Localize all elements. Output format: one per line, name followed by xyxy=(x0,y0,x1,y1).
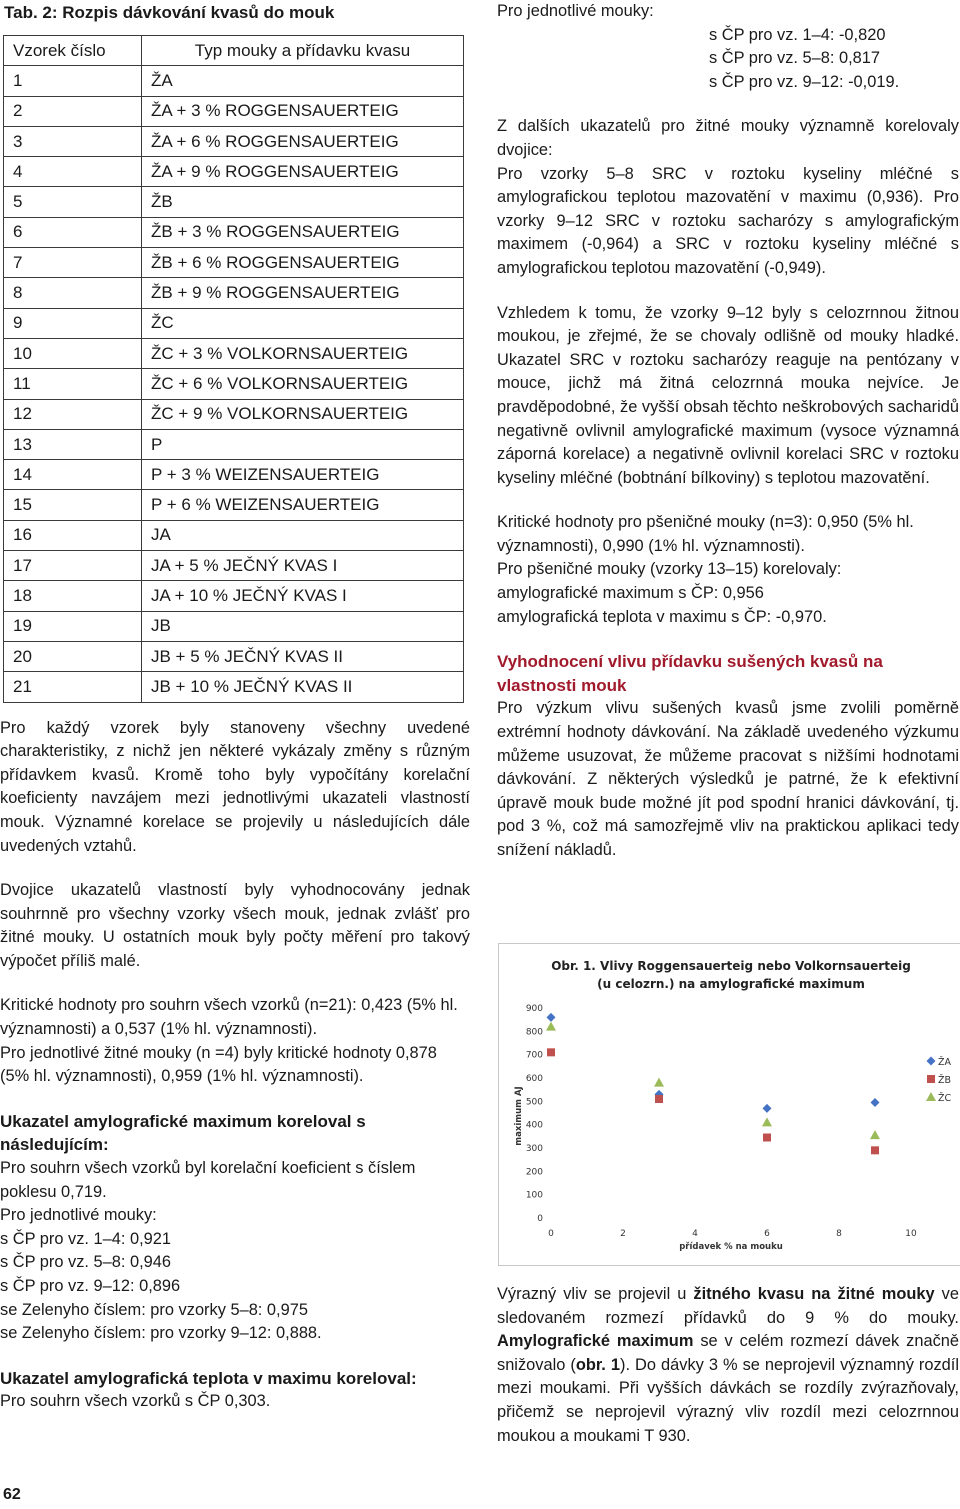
legend-marker xyxy=(926,1092,936,1101)
cell-flour-type: JA xyxy=(142,520,464,550)
right-paragraph-9 xyxy=(497,1283,959,1448)
p9-part-e: se v celém rozmezí dávek značně snižovalo ( xyxy=(497,1332,960,1374)
right-paragraph-3: Vzhledem k tomu, že vzorky 9–12 byly s celozrnnou žitnou moukou, je zřejmé, že se chovaly odlišně od mouky hladké. Ukazatel SRC v roztoku sacharózy reaguje na pentózany v mouce, jichž má žitná celozrnná mouka nejvíce. Je pravděpodobné, že vyšší obsah těchto neškrobových sacharidů negativně ovlivnil amylografické maximum (vysoce významná záporná korelace) a negativně ovlivnil korelaci SRC v roztoku kyseliny mléčné (bobtnání bílkoviny) s teplotou mazovatění. xyxy=(497,303,959,487)
y-axis-label: maximum AJ xyxy=(514,1086,524,1146)
table-row xyxy=(4,369,464,399)
right-paragraph-4: Kritické hodnoty pro pšeničné mouky (n=3): 0,950 (5% hl. významnosti), 0,990 (1% hl. významnosti). xyxy=(497,513,914,555)
x-tick-label: 4 xyxy=(692,1229,698,1239)
cell-sample-number: 2 xyxy=(4,96,142,126)
data-point-žc xyxy=(870,1130,880,1139)
chart-svg xyxy=(499,944,960,1265)
right-final-block xyxy=(497,1283,959,1448)
left-paragraph-1: Pro každý vzorek byly stanoveny všechny uvedené charakteristiky, z nichž jen některé vykázaly změny s různým přídavkem kvasů. Kromě toho byly vypočítány korelační koeficienty navzájem mezi jednotlivými ukazateli vlastností mouk. Významné korelace se projevily u následujících dále uvedených vztahů. xyxy=(0,718,470,855)
data-point-žb xyxy=(763,1134,771,1142)
table-row xyxy=(4,66,464,96)
data-point-ža xyxy=(871,1098,880,1107)
chart-title: Obr. 1. Vlivy Roggensauerteig nebo Volkornsauerteig xyxy=(551,959,911,973)
chart-plot-area xyxy=(526,1004,952,1239)
x-tick-label: 10 xyxy=(905,1229,917,1239)
table-row xyxy=(4,551,464,581)
heading-amylograph-temp: Ukazatel amylografická teplota v maximu koreloval: xyxy=(0,1368,417,1388)
cell-sample-number: 13 xyxy=(4,429,142,459)
legend-label: ŽC xyxy=(938,1093,952,1104)
table-row xyxy=(4,217,464,247)
cell-sample-number: 8 xyxy=(4,278,142,308)
y-tick-label: 300 xyxy=(525,1144,543,1154)
y-tick-label: 600 xyxy=(525,1074,543,1084)
legend-marker xyxy=(927,1057,936,1066)
left-line-8: Pro souhrn všech vzorků s ČP 0,303. xyxy=(0,1392,271,1411)
table-row xyxy=(4,611,464,641)
right-column xyxy=(497,0,959,863)
right-paragraph-5: Pro pšeničné mouky (vzorky 13–15) korelovaly: xyxy=(497,560,842,579)
table-row xyxy=(4,187,464,217)
p9-part-f: obr. 1 xyxy=(575,1355,621,1374)
cell-flour-type: ŽB + 9 % ROGGENSAUERTEIG xyxy=(142,278,464,308)
cell-sample-number: 4 xyxy=(4,157,142,187)
cell-flour-type: JB xyxy=(142,611,464,641)
figure-amylograph-chart xyxy=(498,943,960,1266)
x-tick-label: 8 xyxy=(836,1229,842,1239)
table-row xyxy=(4,399,464,429)
right-line-2: s ČP pro vz. 5–8: 0,817 xyxy=(709,49,880,68)
table-caption: Tab. 2: Rozpis dávkování kvasů do mouk xyxy=(4,3,335,22)
table-row xyxy=(4,96,464,126)
table-row xyxy=(4,520,464,550)
cell-sample-number: 7 xyxy=(4,248,142,278)
p9-part-g: ). Do dávky 3 % se neprojevil významný rozdíl mezi moukami. Při vyšších dávkách se rozdíly zvýrazňovaly, přičemž se neprojevil výrazný vliv rozdíl mezi celozrnnou moukou a moukami T 930. xyxy=(497,1355,959,1445)
table-row xyxy=(4,126,464,156)
right-line-1: s ČP pro vz. 1–4: -0,820 xyxy=(709,25,886,44)
legend-label: ŽB xyxy=(938,1075,952,1086)
y-tick-label: 0 xyxy=(537,1214,543,1224)
x-axis-label: přídavek % na mouku xyxy=(679,1242,783,1252)
left-paragraph-3: Kritické hodnoty pro souhrn všech vzorků (n=21): 0,423 (5% hl. významnosti) a 0,537 (1% hl. významnosti). xyxy=(0,996,458,1039)
cell-sample-number: 17 xyxy=(4,551,142,581)
right-paragraph-1: Z dalších ukazatelů pro žitné mouky významně korelovaly dvojice: xyxy=(497,117,959,159)
data-point-žb xyxy=(871,1146,879,1154)
left-line-1: Pro souhrn všech vzorků byl korelační koeficient s číslem poklesu 0,719. xyxy=(0,1159,416,1201)
cell-flour-type: JB + 5 % JEČNÝ KVAS II xyxy=(142,641,464,671)
table-row xyxy=(4,460,464,490)
left-line-4: s ČP pro vz. 5–8: 0,946 xyxy=(0,1253,171,1272)
cell-flour-type: JB + 10 % JEČNÝ KVAS II xyxy=(142,672,464,702)
x-tick-label: 6 xyxy=(764,1229,770,1239)
right-paragraph-8: Pro výzkum vlivu sušených kvasů jsme zvolili poměrně extrémní hodnoty dávkování. Na základě uvedeného výzkumu můžeme usuzovat, že můžeme pracovat s nižšími hodnotami dávkování. Z některých výsledků je patrné, že k efektivní úpravě mouk bude možné jít pod spodní hranici dávkování, tj. pod 3 %, což má samozřejmě vliv na praktickou aplikaci tedy snížení nákladů. xyxy=(497,699,959,859)
legend-marker xyxy=(927,1075,935,1083)
right-paragraph-2: Pro vzorky 5–8 SRC v roztoku kyseliny mléčné s amylografickou teplotou mazovatění v maximu (0,936). Pro vzorky 9–12 SRC v roztoku sacharózy s amylografickým maximem (-0,964) a SRC v roztoku kyseliny mléčné s amylografickou teplotou mazovatění (-0,949). xyxy=(497,164,959,277)
dosing-table xyxy=(3,35,464,703)
cell-sample-number: 10 xyxy=(4,338,142,368)
cell-sample-number: 5 xyxy=(4,187,142,217)
table-row xyxy=(4,672,464,702)
cell-flour-type: JA + 5 % JEČNÝ KVAS I xyxy=(142,551,464,581)
table-row xyxy=(4,641,464,671)
y-tick-label: 900 xyxy=(525,1004,543,1014)
right-line-3: s ČP pro vz. 9–12: -0,019. xyxy=(709,72,900,91)
p9-part-c: ve sledovaném rozmezí přídavků do 9 % do mouky. xyxy=(497,1285,959,1327)
cell-sample-number: 9 xyxy=(4,308,142,338)
cell-sample-number: 16 xyxy=(4,520,142,550)
y-tick-label: 500 xyxy=(525,1097,543,1108)
table-body xyxy=(4,66,464,702)
left-line-7: se Zelenyho číslem: pro vzorky 9–12: 0,888. xyxy=(0,1324,322,1343)
data-point-žc xyxy=(546,1022,556,1031)
cell-sample-number: 1 xyxy=(4,66,142,96)
table-header-row xyxy=(4,36,464,66)
cell-flour-type: ŽC xyxy=(142,308,464,338)
y-tick-label: 400 xyxy=(525,1120,543,1131)
y-tick-label: 100 xyxy=(525,1190,543,1201)
cell-flour-type: ŽA + 9 % ROGGENSAUERTEIG xyxy=(142,157,464,187)
left-column xyxy=(0,0,470,1414)
x-tick-label: 0 xyxy=(548,1229,554,1239)
legend-label: ŽA xyxy=(938,1057,952,1068)
data-point-žc xyxy=(762,1117,772,1126)
table-row xyxy=(4,308,464,338)
left-line-2: Pro jednotlivé mouky: xyxy=(0,1206,157,1225)
cell-sample-number: 3 xyxy=(4,126,142,156)
cell-sample-number: 15 xyxy=(4,490,142,520)
table-row xyxy=(4,429,464,459)
table-row xyxy=(4,490,464,520)
chart-subtitle: (u celozrn.) na amylografické maximum xyxy=(597,977,865,991)
cell-sample-number: 14 xyxy=(4,460,142,490)
right-line-0: Pro jednotlivé mouky: xyxy=(497,2,654,20)
heading-amylograph-max: Ukazatel amylografické maximum koreloval s následujícím: xyxy=(0,1111,366,1155)
p9-part-d: Amylografické maximum xyxy=(497,1332,694,1351)
table-row xyxy=(4,581,464,611)
cell-flour-type: P xyxy=(142,429,464,459)
header-sample-number: Vzorek číslo xyxy=(4,36,142,66)
y-tick-label: 800 xyxy=(525,1027,543,1038)
cell-flour-type: ŽB + 3 % ROGGENSAUERTEIG xyxy=(142,217,464,247)
right-paragraph-7: amylografická teplota v maximu s ČP: -0,970. xyxy=(497,607,827,626)
cell-flour-type: P + 3 % WEIZENSAUERTEIG xyxy=(142,460,464,490)
cell-flour-type: ŽB + 6 % ROGGENSAUERTEIG xyxy=(142,248,464,278)
cell-flour-type: ŽC + 6 % VOLKORNSAUERTEIG xyxy=(142,369,464,399)
cell-flour-type: ŽA xyxy=(142,66,464,96)
table-row xyxy=(4,157,464,187)
header-flour-type: Typ mouky a přídavku kvasu xyxy=(142,36,464,66)
left-line-3: s ČP pro vz. 1–4: 0,921 xyxy=(0,1229,171,1248)
table-row xyxy=(4,248,464,278)
left-line-6: se Zelenyho číslem: pro vzorky 5–8: 0,975 xyxy=(0,1300,308,1319)
cell-sample-number: 12 xyxy=(4,399,142,429)
cell-sample-number: 19 xyxy=(4,611,142,641)
y-tick-label: 200 xyxy=(525,1167,543,1178)
data-point-ža xyxy=(547,1013,556,1022)
data-point-žb xyxy=(547,1048,555,1056)
x-tick-label: 2 xyxy=(620,1229,626,1239)
cell-flour-type: P + 6 % WEIZENSAUERTEIG xyxy=(142,490,464,520)
right-paragraph-6: amylografické maximum s ČP: 0,956 xyxy=(497,584,764,603)
cell-flour-type: ŽA + 6 % ROGGENSAUERTEIG xyxy=(142,126,464,156)
cell-flour-type: ŽA + 3 % ROGGENSAUERTEIG xyxy=(142,96,464,126)
y-tick-label: 700 xyxy=(525,1050,543,1061)
table-row xyxy=(4,338,464,368)
data-point-žc xyxy=(654,1078,664,1087)
cell-sample-number: 20 xyxy=(4,641,142,671)
cell-flour-type: ŽC + 9 % VOLKORNSAUERTEIG xyxy=(142,399,464,429)
cell-flour-type: JA + 10 % JEČNÝ KVAS I xyxy=(142,581,464,611)
cell-flour-type: ŽC + 3 % VOLKORNSAUERTEIG xyxy=(142,338,464,368)
p9-part-a: Výrazný vliv se projevil u xyxy=(497,1285,694,1303)
page-number: 62 xyxy=(3,1486,21,1503)
section-heading-dried-sourdough: Vyhodnocení vlivu přídavku sušených kvasů na vlastnosti mouk xyxy=(497,652,883,695)
cell-sample-number: 6 xyxy=(4,217,142,247)
table-row xyxy=(4,278,464,308)
cell-sample-number: 21 xyxy=(4,672,142,702)
cell-flour-type: ŽB xyxy=(142,187,464,217)
left-line-5: s ČP pro vz. 9–12: 0,896 xyxy=(0,1277,181,1295)
p9-part-b: žitného kvasu na žitné mouky xyxy=(693,1285,935,1303)
data-point-ža xyxy=(763,1104,772,1113)
cell-sample-number: 18 xyxy=(4,581,142,611)
left-paragraph-2: Dvojice ukazatelů vlastností byly vyhodnocovány jednak souhrnně pro všechny vzorky všech mouk, jednak zvlášť pro žitné mouky. U ostatních mouk byly počty měření pro takový výpočet příliš malé. xyxy=(0,881,470,970)
data-point-žb xyxy=(655,1095,663,1103)
cell-sample-number: 11 xyxy=(4,369,142,399)
left-paragraph-4: Pro jednotlivé žitné mouky (n =4) byly kritické hodnoty 0,878 (5% hl. významnosti), 0,959 (1% hl. významnosti). xyxy=(0,1043,437,1086)
